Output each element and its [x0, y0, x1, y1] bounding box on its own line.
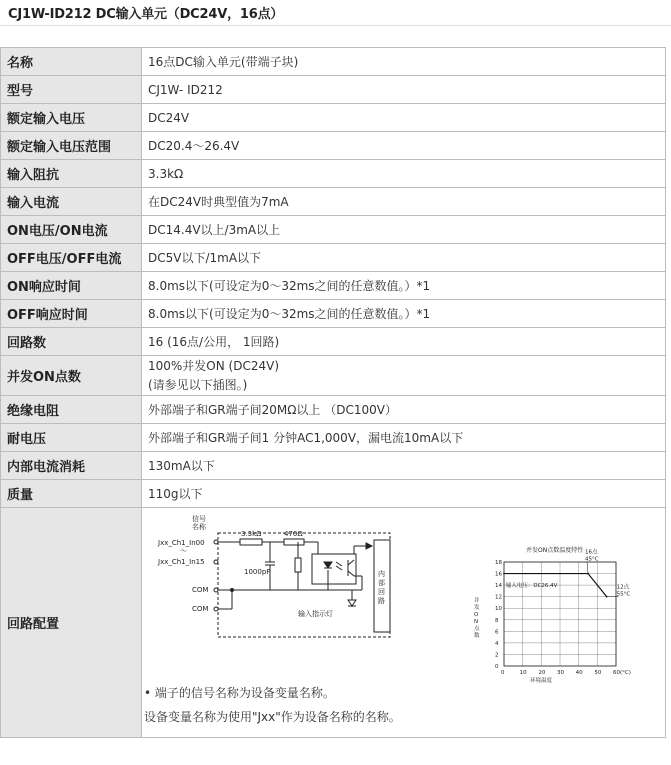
table-row-circuit	[1, 508, 666, 738]
temperature-chart	[468, 542, 638, 692]
annotation-label: 16点	[585, 549, 598, 556]
y-tick-label: 6	[495, 629, 499, 636]
terminal-in15-label: Jxx_Ch1_In15	[158, 558, 205, 566]
y-tick-label: 0	[495, 664, 499, 670]
row-key: 内部电流消耗	[1, 452, 142, 480]
x-tick-label: 40	[575, 670, 583, 676]
row-key: 回路数	[1, 328, 142, 356]
row-key: 额定输入电压范围	[1, 132, 142, 160]
series-label: 输入电压：DC26.4V	[505, 582, 558, 589]
row-key: 输入阻抗	[1, 160, 142, 188]
table-row	[1, 244, 666, 272]
row-value	[142, 424, 666, 452]
x-tick-label: 20	[538, 670, 546, 676]
row-key: 额定输入电压	[1, 104, 142, 132]
table-row	[1, 76, 666, 104]
row-value	[142, 132, 666, 160]
row-value-text: 在DC24V时典型值为7mA	[148, 194, 289, 209]
photocoupler	[312, 554, 356, 584]
y-axis-label-char: 发	[474, 605, 480, 611]
y-axis-label-char: 数	[474, 633, 480, 639]
table-row	[1, 356, 666, 396]
row-value	[142, 272, 666, 300]
row-value-text: 16 (16点/公用， 1回路)	[148, 334, 280, 349]
resistor-470	[284, 539, 304, 545]
table-row	[1, 188, 666, 216]
row-value	[142, 76, 666, 104]
annotation-label: 12点	[616, 584, 630, 591]
terminal-in00-label: Jxx_Ch1_In00	[158, 539, 205, 547]
row-value-text: 8.0ms以下(可设定为0～32ms之间的任意数值。）*1	[148, 278, 431, 293]
row-key: 耐电压	[1, 424, 142, 452]
table-row	[1, 216, 666, 244]
row-key: 绝缘电阻	[1, 396, 142, 424]
row-key: OFF电压/OFF电流	[1, 244, 142, 272]
led-label: 输入指示灯	[298, 610, 333, 618]
row-value-text: 110g以下	[148, 486, 203, 501]
row-value-text: 外部端子和GR端子间1 分钟AC1,000V，漏电流10mA以下	[148, 430, 464, 445]
row-value-text: 8.0ms以下(可设定为0～32ms之间的任意数值。）*1	[148, 306, 431, 321]
table-row	[1, 396, 666, 424]
y-tick-label: 10	[495, 606, 502, 613]
row-value	[142, 300, 666, 328]
row-value-text-2: (请参见以下插图。)	[148, 377, 248, 392]
resistor-3k3	[240, 539, 262, 545]
table-row	[1, 104, 666, 132]
title-divider	[0, 25, 671, 26]
y-tick-label: 8	[495, 617, 499, 624]
table-row	[1, 48, 666, 76]
series-point	[503, 573, 505, 575]
y-tick-label: 16	[495, 571, 502, 578]
row-value-text: 3.3kΩ	[148, 166, 184, 181]
terminal-tilde: ～	[180, 547, 187, 555]
y-axis-label-char: 点	[474, 626, 480, 632]
y-tick-label: 18	[495, 560, 502, 566]
circuit-cell	[142, 508, 666, 738]
row-value-text: DC24V	[148, 110, 190, 125]
row-value-text: DC5V以下/1mA以下	[148, 250, 262, 265]
signal-name-label: 名称	[192, 523, 206, 531]
row-key: ON电压/ON电流	[1, 216, 142, 244]
y-axis-label-char: O	[474, 612, 479, 618]
annotation-leader	[587, 562, 588, 574]
row-key: 名称	[1, 48, 142, 76]
row-value	[142, 160, 666, 188]
svg-text:内: 内	[378, 570, 385, 578]
row-value	[142, 244, 666, 272]
row-key: 并发ON点数	[1, 356, 142, 396]
y-tick-label: 2	[495, 652, 499, 659]
page-title: CJ1W-ID212 DC输入单元（DC24V，16点）	[8, 7, 284, 22]
row-value	[142, 396, 666, 424]
annotation-label-2: 45°C	[585, 556, 599, 563]
circuit-diagram	[148, 510, 408, 690]
row-value	[142, 48, 666, 76]
x-tick-label: 50	[594, 670, 602, 676]
cap-label: 1000pF	[244, 568, 271, 576]
row-value	[142, 104, 666, 132]
row-key: ON响应时间	[1, 272, 142, 300]
x-axis-label: 环境温度	[530, 678, 553, 684]
table-row	[1, 300, 666, 328]
svg-text:回: 回	[378, 588, 385, 596]
chart-title: 并发ON点数温度特性	[526, 547, 584, 554]
row-value-text: 100%并发ON (DC24V)	[148, 358, 280, 373]
row-value-text: 16点DC输入单元(带端子块)	[148, 54, 299, 69]
row-value	[142, 452, 666, 480]
annotation-label-2: 55°C	[616, 591, 631, 598]
y-tick-label: 14	[495, 583, 502, 590]
x-tick-label: 0	[501, 670, 505, 676]
row-value	[142, 480, 666, 508]
spec-table	[0, 47, 666, 738]
table-row	[1, 328, 666, 356]
row-key: 回路配置	[1, 508, 142, 738]
row-key: 型号	[1, 76, 142, 104]
com-label-2: COM	[192, 605, 209, 613]
table-row	[1, 480, 666, 508]
table-row	[1, 272, 666, 300]
table-row	[1, 424, 666, 452]
row-value-text: DC20.4～26.4V	[148, 138, 240, 153]
svg-text:部: 部	[378, 579, 385, 587]
y-axis-label-char: 并	[474, 598, 480, 604]
x-tick-label: 10	[519, 670, 527, 676]
row-value	[142, 328, 666, 356]
table-row	[1, 160, 666, 188]
row-value-text: 外部端子和GR端子间20MΩ以上 （DC100V）	[148, 402, 397, 417]
x-tick-label: 30	[557, 670, 564, 676]
signal-name-label: 信号	[192, 515, 206, 523]
com-label-1: COM	[192, 586, 209, 594]
r1-label: 3.3kΩ	[241, 530, 262, 538]
unit-boundary	[218, 533, 390, 637]
x-tick-label: 60	[613, 670, 620, 676]
row-key: 质量	[1, 480, 142, 508]
row-value-text: DC14.4V以上/3mA以上	[148, 222, 281, 237]
y-tick-label: 12	[495, 594, 502, 601]
row-value-text: CJ1W- ID212	[148, 82, 223, 97]
row-key: OFF响应时间	[1, 300, 142, 328]
row-key: 输入电流	[1, 188, 142, 216]
row-value-text: 130mA以下	[148, 458, 215, 473]
note-line-2: 设备变量名称为使用"Jxx"作为设备名称的名称。	[144, 710, 401, 724]
table-row	[1, 452, 666, 480]
row-value	[142, 188, 666, 216]
table-row	[1, 132, 666, 160]
r2-label: 470Ω	[284, 530, 303, 538]
row-value	[142, 216, 666, 244]
note-line-1: • 端子的信号名称为设备变量名称。	[144, 686, 335, 700]
y-tick-label: 4	[495, 640, 499, 647]
x-unit-label: (°C)	[620, 670, 631, 676]
row-value	[142, 356, 666, 396]
svg-text:路: 路	[378, 597, 385, 605]
y-axis-label-char: N	[474, 619, 479, 625]
